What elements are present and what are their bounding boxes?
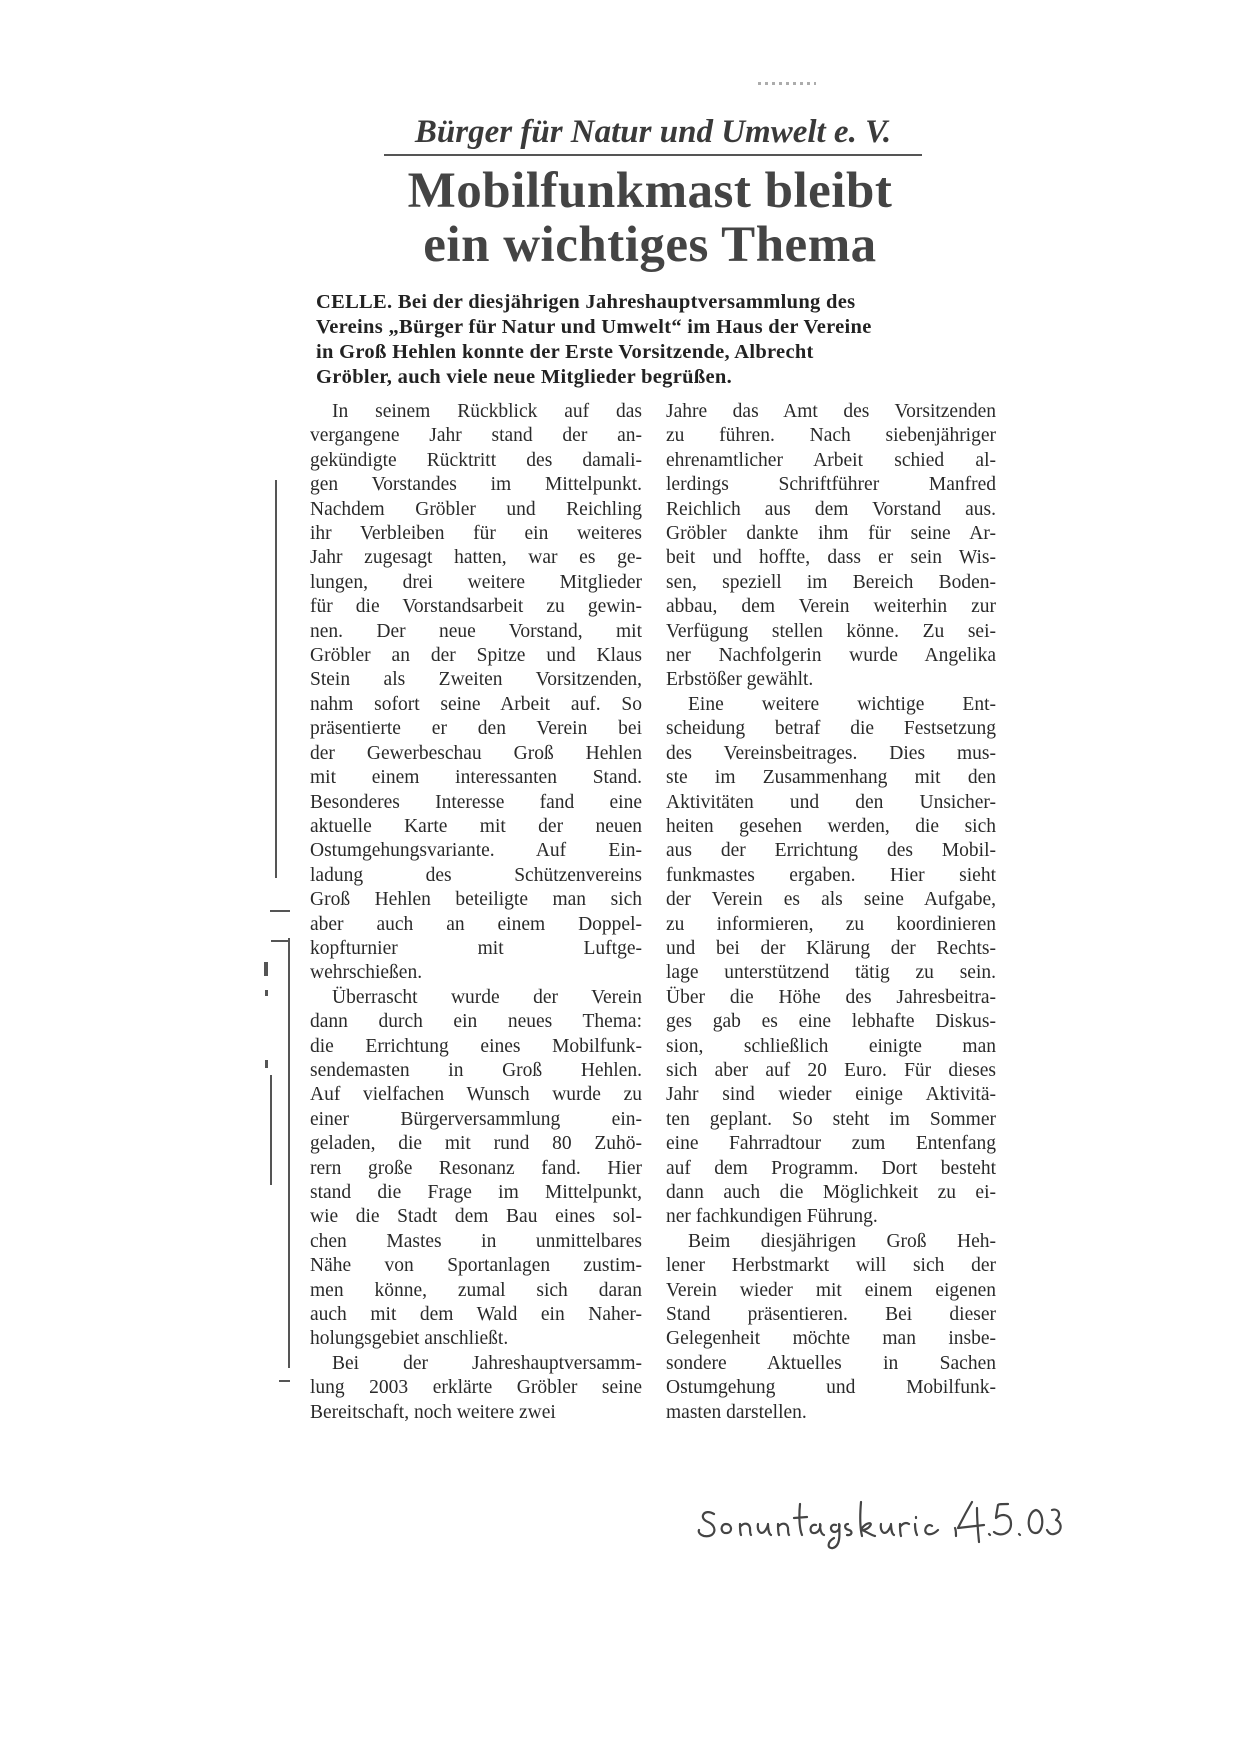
article-line: mit einem interessanten Stand. [310, 767, 642, 789]
article-line: ste im Zusammenhang mit den [666, 767, 996, 789]
lead-line: Gröbler, auch viele neue Mitglieder begrüßen. [316, 366, 733, 388]
scan-margin-line [288, 938, 290, 1368]
article-line: zu informieren, zu koordinieren [666, 913, 996, 935]
article-line: Erbstößer gewählt. [666, 669, 814, 691]
article-line: sen, speziell im Bereich Boden- [666, 571, 996, 593]
article-line: Groß Hehlen beteiligte man sich [310, 889, 642, 911]
article-line: Nähe von Sportanlagen zustim- [310, 1255, 642, 1277]
scan-margin-speck [265, 990, 268, 996]
article-line: dann auch die Möglichkeit zu ei- [666, 1182, 996, 1203]
headline-line: Mobilfunkmast bleibt [407, 163, 893, 219]
article-line: rern große Resonanz fand. Hier [310, 1157, 642, 1179]
article-line: funkmastes ergaben. Hier sieht [666, 864, 996, 886]
article-line: sondere Aktuelles in Sachen [666, 1352, 996, 1374]
article-line: masten darstellen. [666, 1401, 807, 1423]
article-line: lener Herbstmarkt will sich der [666, 1255, 996, 1277]
article-line: beit und hoffte, dass er sein Wis- [666, 547, 996, 569]
article-line: scheidung betraf die Festsetzung [666, 718, 996, 740]
article-line: Nachdem Gröbler und Reichling [310, 498, 642, 520]
article-line: ehrenamtlicher Arbeit schied al- [666, 449, 996, 471]
article-line: Auf vielfachen Wunsch wurde zu [310, 1084, 642, 1106]
article-line: aus der Errichtung des Mobil- [666, 840, 996, 862]
article-line: Gröbler dankte ihm für seine Ar- [666, 523, 996, 545]
article-line: Verein wieder mit einem eigenen [666, 1279, 996, 1301]
article-line: der Gewerbeschau Groß Hehlen [310, 742, 642, 764]
article-line: sion, schließlich einigte man [666, 1035, 996, 1057]
article-line: auf dem Programm. Dort besteht [666, 1157, 996, 1179]
article-line: lage unterstützend tätig zu sein. [666, 962, 996, 984]
article-line: sendemasten in Groß Hehlen. [310, 1059, 642, 1081]
headline-line: ein wichtiges Thema [423, 217, 877, 273]
article-line: einer Bürgerversammlung ein- [310, 1108, 642, 1130]
article-line: die Errichtung eines Mobilfunk- [310, 1035, 642, 1057]
article-headline [360, 164, 940, 272]
article-line: nahm sofort seine Arbeit auf. So [310, 693, 642, 715]
article-line: ihr Verbleiben für ein weiteres [310, 523, 642, 545]
article-line: men könne, zumal sich daran [310, 1279, 642, 1301]
article-line: Aktivitäten und den Unsicher- [666, 791, 996, 813]
article-line: Gelegenheit möchte man insbe- [666, 1328, 996, 1350]
article-line: Beim diesjährigen Groß Heh- [688, 1230, 996, 1252]
article-line: nen. Der neue Vorstand, mit [310, 620, 642, 642]
article-line: chen Mastes in unmittelbares [310, 1230, 642, 1252]
article-line: gen Vorstandes im Mittelpunkt. [310, 474, 642, 496]
lead-line: in Groß Hehlen konnte der Erste Vorsitzende, Albrecht [316, 341, 814, 363]
article-line: stand die Frage im Mittelpunkt, [310, 1182, 642, 1203]
article-line: auch mit dem Wald ein Naher- [310, 1304, 642, 1326]
article-line: geladen, die mit rund 80 Zuhö- [310, 1133, 642, 1155]
article-column-left [310, 400, 642, 1425]
article-line: dann durch ein neues Thema: [310, 1011, 642, 1033]
article-line: ten geplant. So steht im Sommer [666, 1108, 996, 1130]
article-line: gekündigte Rücktritt des damali- [310, 449, 642, 471]
article-line: zu führen. Nach siebenjähriger [666, 425, 996, 447]
scan-margin-line [270, 1075, 272, 1185]
scan-margin-line [275, 480, 277, 878]
article-line: präsentierte er den Verein bei [310, 718, 642, 740]
article-line: des Vereinsbeitrages. Dies mus- [666, 742, 996, 764]
article-line: Bereitschaft, noch weitere zwei [310, 1401, 556, 1423]
article-line: aktuelle Karte mit der neuen [310, 815, 642, 837]
article-column-right [666, 400, 996, 1425]
scan-margin-line [270, 910, 290, 912]
article-line: Bei der Jahreshauptversamm- [332, 1352, 642, 1374]
article-line: sich aber auf 20 Euro. Für dieses [666, 1059, 996, 1081]
article-line: vergangene Jahr stand der an- [310, 425, 642, 447]
article-line: Jahr zugesagt hatten, war es ge- [310, 547, 642, 569]
article-line: der Verein es als seine Aufgabe, [666, 889, 996, 911]
article-line: Ostumgehung und Mobilfunk- [666, 1377, 996, 1399]
article-line: Reichlich aus dem Vorstand aus. [666, 498, 996, 520]
lead-line: Vereins „Bürger für Natur und Umwelt“ im Haus der Vereine [316, 316, 872, 338]
scan-margin-line [279, 1380, 290, 1382]
article-line: Verfügung stellen könne. Zu sei- [666, 620, 996, 642]
scan-margin-line [271, 940, 289, 942]
article-line: lungen, drei weitere Mitglieder [310, 571, 642, 593]
article-line: ner fachkundigen Führung. [666, 1206, 878, 1228]
article-line: holungsgebiet anschließt. [310, 1328, 509, 1350]
article-line: ges gab es eine lebhafte Diskus- [666, 1011, 996, 1033]
article-line: Überrascht wurde der Verein [332, 986, 642, 1008]
scan-artifact-dots [758, 82, 816, 85]
article-line: ner Nachfolgerin wurde Angelika [666, 645, 996, 667]
article-line: und bei der Klärung der Rechts- [666, 937, 996, 959]
article-line: Jahre das Amt des Vorsitzenden [666, 401, 996, 422]
article-line: für die Vorstandsarbeit zu gewin- [310, 596, 642, 618]
article-line: ladung des Schützenvereins [310, 864, 642, 886]
article-line: Stein als Zweiten Vorsitzenden, [310, 669, 642, 691]
handwritten-source-note [690, 1480, 1070, 1555]
lead-line: CELLE. Bei der diesjährigen Jahreshauptversammlung des [316, 291, 856, 313]
article-line: eine Fahrradtour zum Entenfang [666, 1133, 996, 1155]
article-line: Ostumgehungsvariante. Auf Ein- [310, 840, 642, 862]
scan-margin-speck [264, 962, 268, 976]
article-line: Besonderes Interesse fand eine [310, 791, 642, 813]
article-line: Eine weitere wichtige Ent- [688, 693, 996, 715]
article-line: aber auch an einem Doppel- [310, 913, 642, 935]
article-line: lerdings Schriftführer Manfred [666, 474, 996, 496]
article-line: In seinem Rückblick auf das [332, 401, 642, 422]
article-line: Stand präsentieren. Bei dieser [666, 1304, 996, 1326]
article-line: Gröbler an der Spitze und Klaus [310, 645, 642, 667]
article-line: lung 2003 erklärte Gröbler seine [310, 1377, 642, 1399]
article-kicker: Bürger für Natur und Umwelt e. V. [384, 112, 922, 156]
article-line: heiten gesehen werden, die sich [666, 815, 996, 837]
article-line: kopfturnier mit Luftge- [310, 937, 642, 959]
article-line: Über die Höhe des Jahresbeitra- [666, 986, 996, 1008]
scan-margin-speck [265, 1060, 268, 1068]
article-line: Jahr sind wieder einige Aktivitä- [666, 1084, 996, 1106]
article-line: wie die Stadt dem Bau eines sol- [310, 1206, 642, 1228]
article-line: abbau, dem Verein weiterhin zur [666, 596, 996, 618]
article-line: wehrschießen. [310, 962, 423, 984]
article-lead [316, 290, 996, 390]
